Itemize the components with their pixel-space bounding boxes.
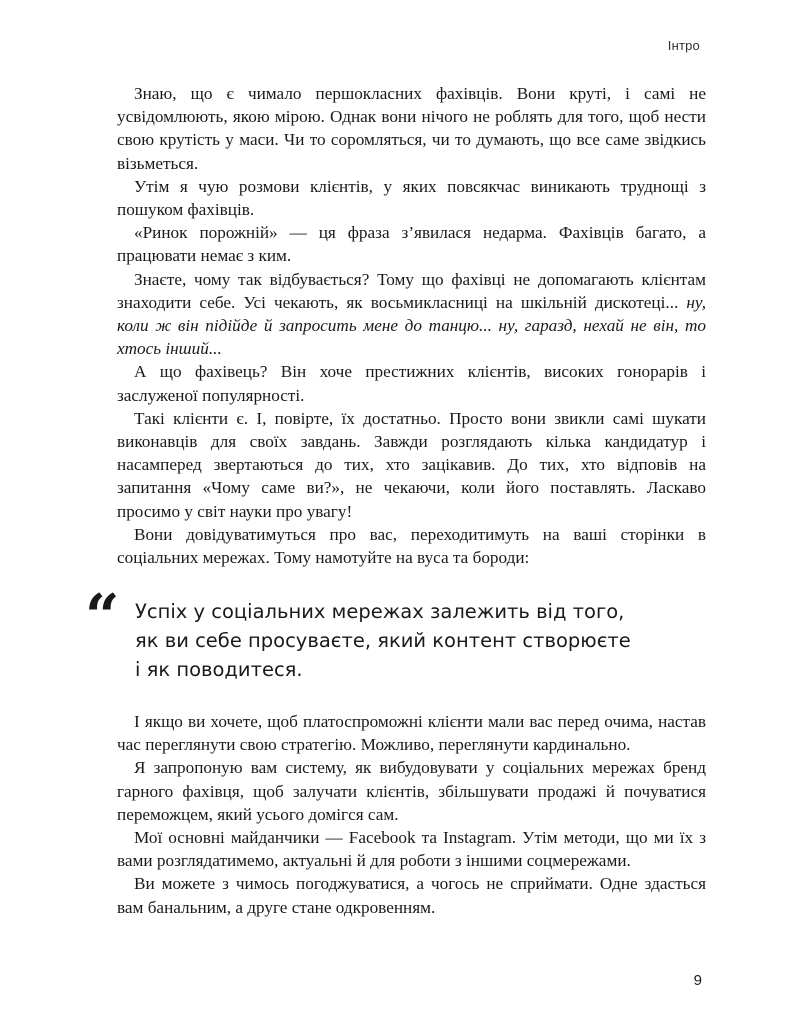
body-text-top: [117, 82, 706, 569]
quote-line: як ви себе просуваєте, який контент створюєте: [135, 629, 631, 652]
quote-mark-icon: “: [85, 582, 120, 652]
pull-quote: [85, 582, 705, 684]
page-number: 9: [693, 972, 702, 989]
paragraph: Такі клієнти є. І, повірте, їх достатньо. Просто вони звикли самі шукати виконавців для своїх завдань. Завжди розглядають кілька кандидатур і насамперед звертаються до тих, хто зацікавив. До тих, хто відповів на запитання «Чому саме ви?», не чекаючи, коли його поставлять. Ласкаво просимо у світ науки про увагу!: [117, 408, 706, 521]
paragraph: Я запропоную вам систему, як вибудовувати у соціальних мережах бренд гарного фахівця, щоб залучати клієнтів, збільшувати продажі й почуватися переможцем, який усього домігся сам.: [117, 758, 706, 824]
paragraph: [117, 268, 706, 361]
quote-line: і як поводитеся.: [135, 658, 303, 681]
paragraph-lead: Знаєте, чому так відбувається? Тому що фахівці не допомагають клієнтам знаходити себе. Усі чекають, як восьмикласниці на шкільній дискотеці...: [117, 269, 706, 312]
paragraph: А що фахівець? Він хоче престижних клієнтів, високих гонорарів і заслуженої популярності.: [117, 362, 706, 405]
paragraph: «Ринок порожній» — ця фраза з’явилася недарма. Фахівців багато, а працювати немає з ким.: [117, 223, 706, 266]
quote-line: Успіх у соціальних мережах залежить від того,: [135, 600, 625, 623]
paragraph: Ви можете з чимось погоджуватися, а чогось не сприймати. Одне здасться вам банальним, а друге стане одкровенням.: [117, 874, 706, 917]
paragraph: Знаю, що є чимало першокласних фахівців. Вони круті, і самі не усвідомлюють, якою мірою. Однак вони нічого не роблять для того, щоб нести свою крутість у маси. Чи то соромляться, чи то думають, що все саме звідкись візьметься.: [117, 84, 706, 173]
paragraph-italic: ну, коли ж він підійде й запросить мене до танцю... ну, гаразд, нехай не він, то хтось інший...: [117, 292, 706, 359]
paragraph: Вони довідуватимуться про вас, переходитимуть на ваші сторінки в соціальних мережах. Тому намотуйте на вуса та бороди:: [117, 524, 706, 568]
body-text-bottom: [117, 710, 706, 919]
paragraph: Мої основні майданчики — Facebook та Instagram. Утім методи, що ми їх з вами розглядатимемо, актуальні й для роботи з іншими соцмережами.: [117, 828, 706, 871]
pull-quote-text: [135, 597, 705, 684]
paragraph: Утім я чую розмови клієнтів, у яких повсякчас виникають труднощі з пошуком фахівців.: [117, 176, 706, 220]
paragraph: І якщо ви хочете, щоб платоспроможні клієнти мали вас перед очима, настав час переглянути свою стратегію. Можливо, переглянути кардинально.: [117, 712, 706, 755]
running-head: Інтро: [667, 38, 700, 53]
